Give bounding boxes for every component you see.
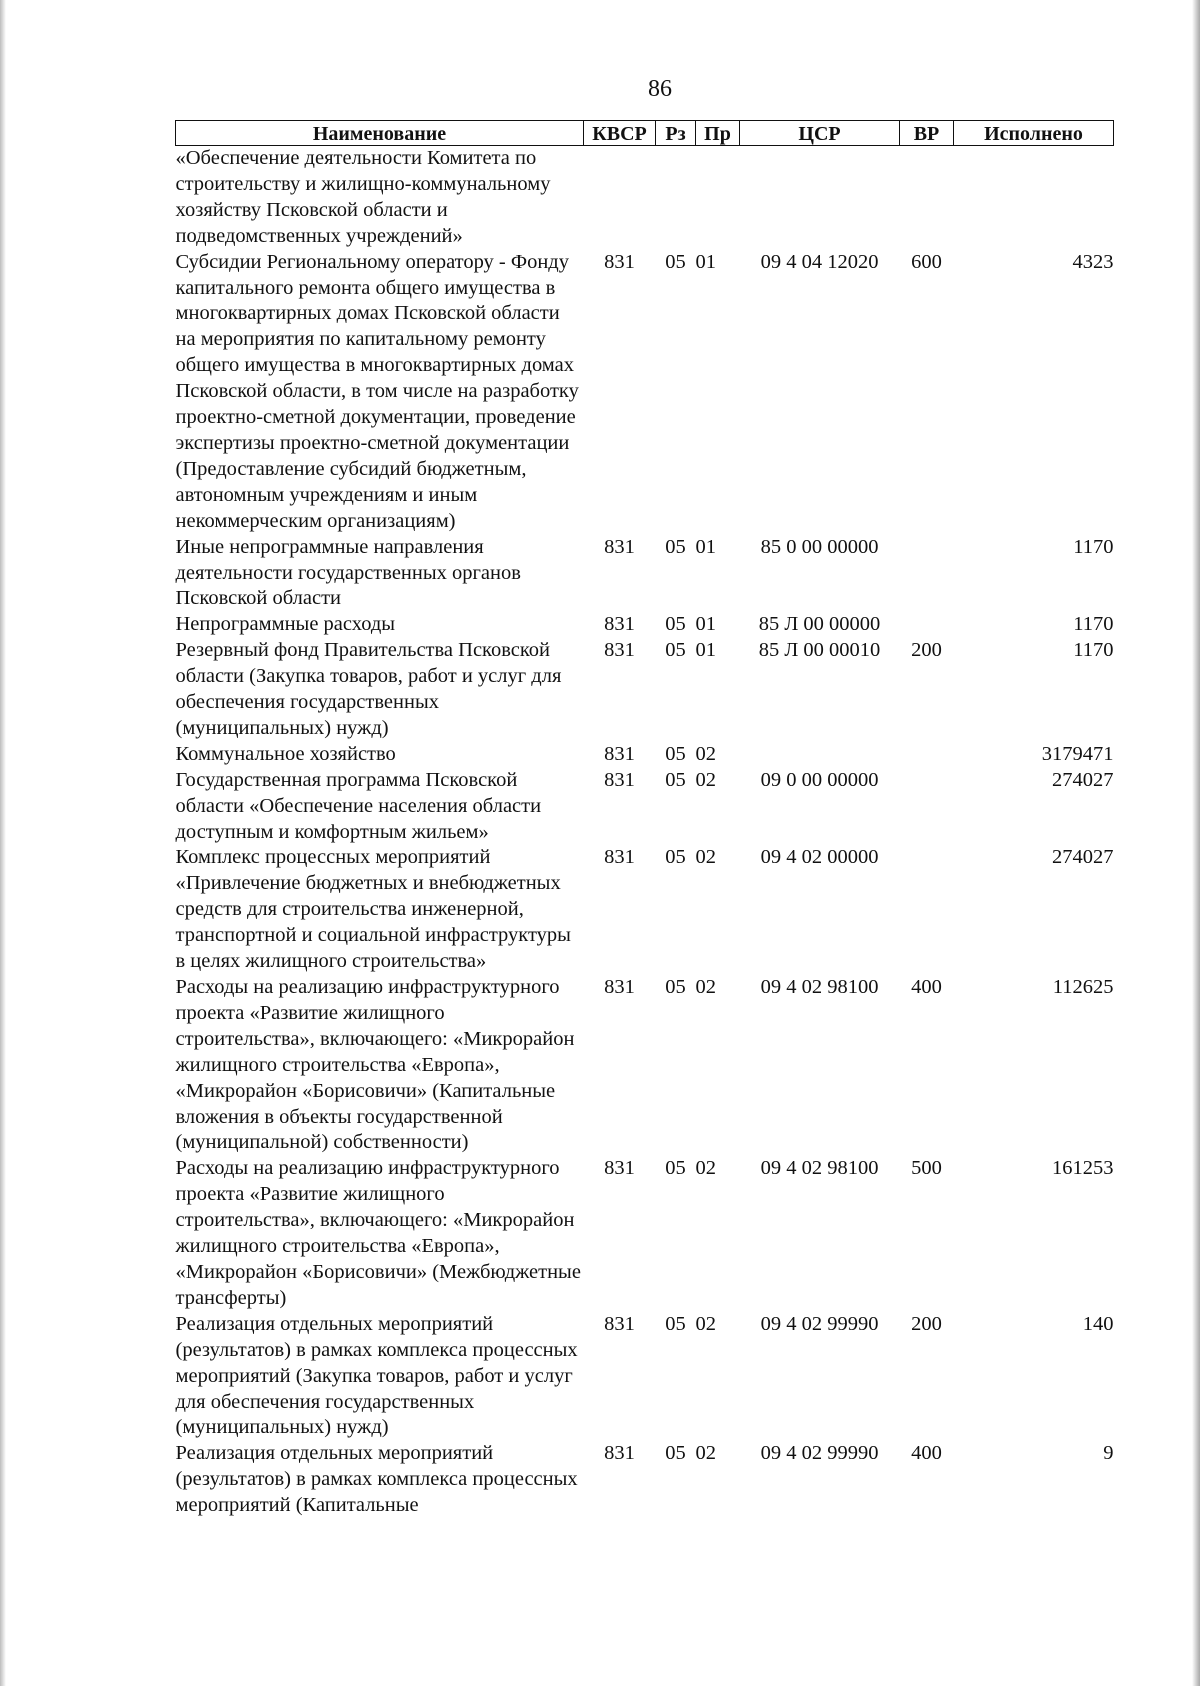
cell-executed: 112625: [1052, 976, 1114, 998]
cell-executed: 161253: [1052, 1157, 1114, 1180]
cell-rz: 05: [665, 639, 686, 662]
table-header: [176, 121, 1114, 146]
cell-pr: [696, 146, 740, 250]
cell-vr: 200: [911, 639, 942, 662]
table-body: [176, 146, 1114, 1520]
cell-kvsr: 831: [604, 846, 635, 869]
cell-pr: 02: [695, 1157, 716, 1180]
cell-rz: 05: [665, 1312, 686, 1335]
header-pr: Пр: [696, 121, 740, 146]
table-row: [176, 250, 1114, 535]
cell-pr: 01: [695, 250, 716, 273]
cell-vr: [900, 742, 954, 768]
cell-name: Комплекс процессных мероприятий «Привлечение бюджетных и внебюджетных средств для строительства инженерной, транспортной и социальной инфраструктуры в целях жилищного строительства»: [175, 846, 571, 973]
cell-rz: 05: [665, 846, 686, 869]
table-row: [176, 1156, 1114, 1311]
header-rz: Рз: [656, 121, 696, 146]
cell-kvsr: [584, 146, 656, 250]
cell-rz: [656, 146, 696, 250]
cell-csr: 09 4 02 99990: [760, 1442, 879, 1465]
cell-vr: 400: [911, 976, 942, 998]
cell-name: Коммунальное хозяйство: [175, 742, 396, 765]
table-row: [176, 146, 1114, 250]
table-row: [176, 742, 1114, 768]
cell-csr: 09 4 02 99990: [760, 1312, 879, 1335]
cell-name: Расходы на реализацию инфраструктурного проекта «Развитие жилищного строительства», включающего: «Микрорайон жилищного строительства «Европа», «Микрорайон «Борисовичи» (Межбюджетные трансферты): [175, 1157, 581, 1309]
table-row: [176, 768, 1114, 846]
cell-name: Государственная программа Псковской области «Обеспечение населения области доступным и комфортным жильем»: [175, 768, 542, 843]
cell-name: Резервный фонд Правительства Псковской области (Закупка товаров, работ и услуг для обеспечения государственных (муниципальных) нужд): [175, 639, 562, 739]
cell-rz: 05: [665, 768, 686, 791]
cell-name: Субсидии Региональному оператору - Фонду капитального ремонта общего имущества в многоквартирных домах Псковской области на мероприятия по капитальному ремонту общего имущества в многоквартирных домах Псковской области, в том числе на разработку проектно-сметной документации, проведение экспертизы проектно-сметной документации (Предоставление субсидий бюджетным, автономным учреждениям и иным некоммерческим организациям): [175, 250, 579, 532]
cell-vr: 200: [911, 1312, 942, 1335]
table-row: [176, 1441, 1114, 1519]
header-vr: ВР: [900, 121, 954, 146]
scan-edge-right: [1192, 0, 1200, 1686]
header-name: Наименование: [176, 121, 584, 146]
cell-rz: 05: [665, 976, 686, 998]
cell-vr: 500: [911, 1157, 942, 1180]
table-row: [176, 845, 1114, 975]
cell-csr: 09 0 00 00000: [760, 768, 879, 791]
cell-vr: [900, 535, 954, 613]
cell-pr: 01: [695, 639, 716, 662]
cell-name: «Обеспечение деятельности Комитета по строительству и жилищно-коммунальному хозяйству Псковской области и подведомственных учреждений»: [175, 147, 551, 247]
cell-vr: [900, 768, 954, 846]
cell-pr: 02: [695, 976, 716, 998]
table-row: [176, 612, 1114, 638]
cell-rz: 05: [665, 535, 686, 558]
cell-executed: 1170: [1073, 639, 1114, 662]
document-page: [175, 120, 1113, 1519]
cell-vr: [900, 612, 954, 638]
cell-executed: 9: [1103, 1442, 1114, 1465]
cell-name: Реализация отдельных мероприятий (результатов) в рамках комплекса процессных мероприятий (Капитальные: [175, 1442, 578, 1517]
scan-edge-left: [0, 0, 6, 1686]
cell-vr: [900, 845, 954, 975]
header-row: [176, 121, 1114, 146]
cell-csr: 09 4 02 98100: [760, 1157, 879, 1180]
cell-executed: [954, 146, 1114, 250]
table-row: [176, 975, 1114, 1156]
cell-rz: 05: [665, 1157, 686, 1180]
cell-pr: 02: [695, 1312, 716, 1335]
cell-kvsr: 831: [604, 1312, 635, 1335]
cell-csr: [740, 742, 900, 768]
table-row: [176, 535, 1114, 613]
cell-executed: 1170: [1073, 613, 1114, 636]
cell-executed: 1170: [1073, 535, 1114, 558]
page-number: 86: [648, 76, 672, 102]
cell-csr: 85 0 00 00000: [760, 535, 879, 558]
cell-kvsr: 831: [604, 1157, 635, 1180]
cell-rz: 05: [665, 250, 686, 273]
cell-csr: 85 Л 00 00000: [758, 613, 881, 636]
cell-csr: [740, 146, 900, 250]
cell-csr: 09 4 02 00000: [760, 846, 879, 869]
cell-name: Расходы на реализацию инфраструктурного проекта «Развитие жилищного строительства», включающего: «Микрорайон жилищного строительства «Европа», «Микрорайон «Борисовичи» (Капитальные вложения в объекты государственной (муниципальной) собственности): [175, 976, 575, 1154]
cell-name: Иные непрограммные направления деятельности государственных органов Псковской области: [175, 535, 521, 610]
budget-table: [175, 120, 1114, 1519]
cell-executed: 3179471: [1041, 742, 1114, 765]
cell-kvsr: 831: [604, 639, 635, 662]
cell-name: Непрограммные расходы: [175, 613, 396, 636]
cell-executed: 274027: [1052, 846, 1114, 869]
cell-kvsr: 831: [604, 535, 635, 558]
cell-vr: 600: [911, 250, 942, 273]
header-executed: Исполнено: [954, 121, 1114, 146]
header-csr: ЦСР: [740, 121, 900, 146]
cell-executed: 274027: [1052, 768, 1114, 791]
cell-csr: 85 Л 00 00010: [758, 639, 881, 662]
cell-executed: 4323: [1072, 250, 1114, 273]
cell-name: Реализация отдельных мероприятий (результатов) в рамках комплекса процессных мероприятий (Закупка товаров, работ и услуг для обеспечения государственных (муниципальных) нужд): [175, 1312, 578, 1439]
cell-csr: 09 4 04 12020: [760, 250, 879, 273]
cell-kvsr: 831: [604, 250, 635, 273]
cell-rz: 05: [665, 613, 686, 636]
cell-pr: 01: [695, 613, 716, 636]
cell-vr: [900, 146, 954, 250]
cell-rz: 05: [665, 1442, 686, 1465]
cell-pr: 02: [695, 742, 716, 765]
cell-csr: 09 4 02 98100: [760, 976, 879, 998]
cell-executed: 140: [1082, 1312, 1114, 1335]
cell-rz: 05: [665, 742, 686, 765]
cell-pr: 02: [695, 768, 716, 791]
cell-kvsr: 831: [604, 613, 635, 636]
cell-pr: 01: [695, 535, 716, 558]
header-kvsr: КВСР: [584, 121, 656, 146]
cell-kvsr: 831: [604, 768, 635, 791]
table-row: [176, 1312, 1114, 1442]
cell-kvsr: 831: [604, 742, 635, 765]
cell-kvsr: 831: [604, 1442, 635, 1465]
table-row: [176, 638, 1114, 742]
cell-pr: 02: [695, 1442, 716, 1465]
cell-pr: 02: [695, 846, 716, 869]
cell-vr: 400: [911, 1442, 942, 1465]
cell-kvsr: 831: [604, 976, 635, 998]
